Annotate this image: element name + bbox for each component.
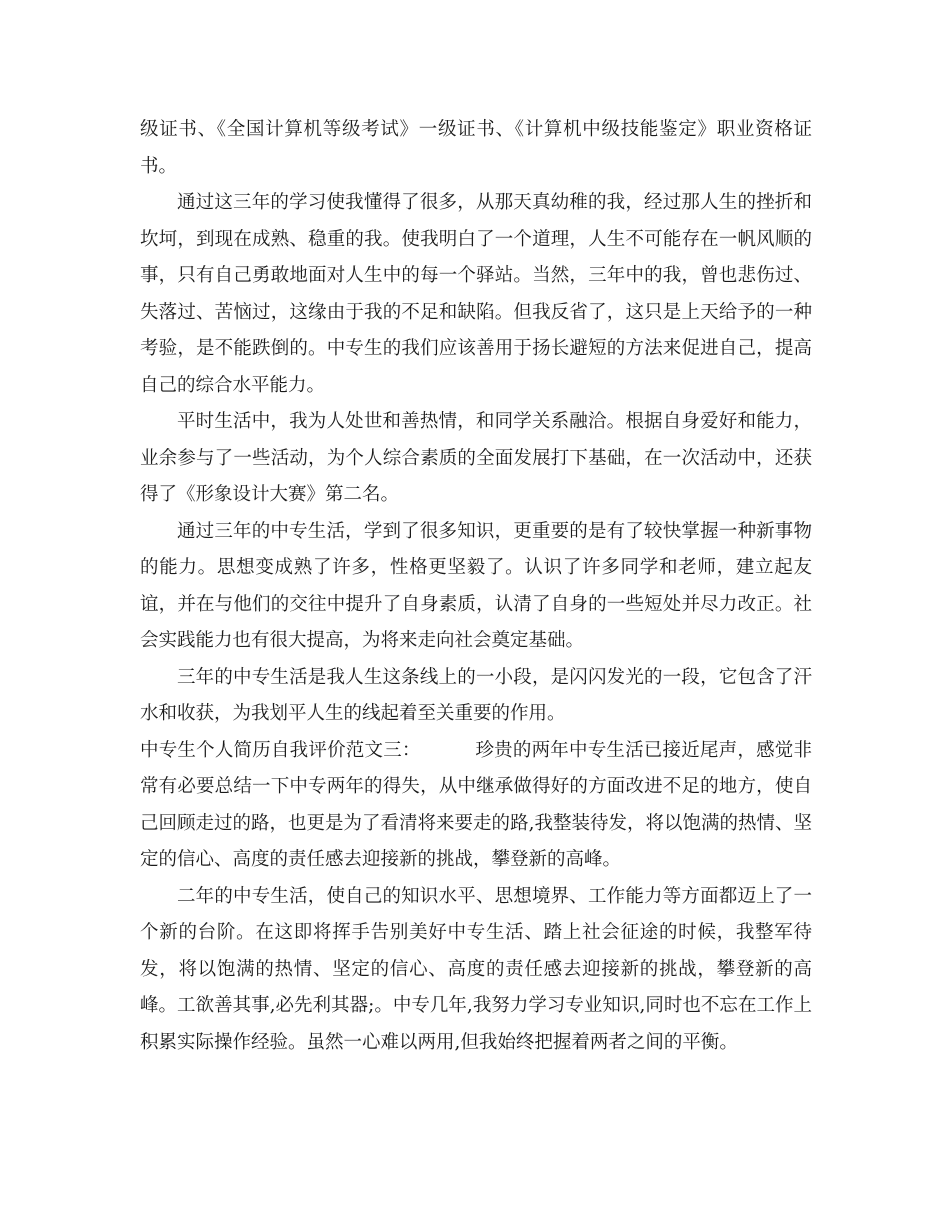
paragraph-daily-life: 平时生活中，我为人处世和善热情，和同学关系融洽。根据自身爱好和能力，业余参与了一些活动，为个人综合素质的全面发展打下基础，在一次活动中，还获得了《形象设计大赛》第二名。	[140, 411, 812, 505]
document-body	[140, 112, 812, 1061]
paragraph-growth: 通过这三年的学习使我懂得了很多，从那天真幼稚的我，经过那人生的挫折和坎坷，到现在成熟、稳重的我。使我明白了一个道理，人生不可能存在一帆风顺的事，只有自己勇敢地面对人生中的每一个驿站。当然，三年中的我，曾也悲伤过、失落过、苦恼过，这缘由于我的不足和缺陷。但我反省了，这只是上天给予的一种考验，是不能跌倒的。中专生的我们应该善用于扬长避短的方法来促进自己，提高自己的综合水平能力。	[140, 192, 812, 396]
paragraph-sample-three: 中专生个人简历自我评价范文三： 珍贵的两年中专生活已接近尾声，感觉非常有必要总结一下中专两年的得失，从中继承做得好的方面改进不足的地方，使自己回顾走过的路，也更是为了看清将来要走的路,我整装待发，将以饱满的热情、坚定的信心、高度的责任感去迎接新的挑战，攀登新的高峰。	[140, 739, 812, 870]
paragraph-certificates: 级证书、《全国计算机等级考试》一级证书、《计算机中级技能鉴定》职业资格证书。	[140, 119, 812, 177]
paragraph-two-years: 二年的中专生活，使自己的知识水平、思想境界、工作能力等方面都迈上了一个新的台阶。在这即将挥手告别美好中专生活、踏上社会征途的时候，我整军待发，将以饱满的热情、坚定的信心、高度的责任感去迎接新的挑战，攀登新的高峰。工欲善其事,必先利其器;。中专几年,我努力学习专业知识,同时也不忘在工作上积累实际操作经验。虽然一心难以两用,但我始终把握着两者之间的平衡。	[140, 885, 812, 1053]
paragraph-summary: 三年的中专生活是我人生这条线上的一小段，是闪闪发光的一段，它包含了汗水和收获，为我划平人生的线起着至关重要的作用。	[140, 666, 812, 724]
paragraph-abilities: 通过三年的中专生活，学到了很多知识，更重要的是有了较快掌握一种新事物的能力。思想变成熟了许多，性格更坚毅了。认识了许多同学和老师，建立起友谊，并在与他们的交往中提升了自身素质，认清了自身的一些短处并尽力改正。社会实践能力也有很大提高，为将来走向社会奠定基础。	[140, 520, 812, 651]
